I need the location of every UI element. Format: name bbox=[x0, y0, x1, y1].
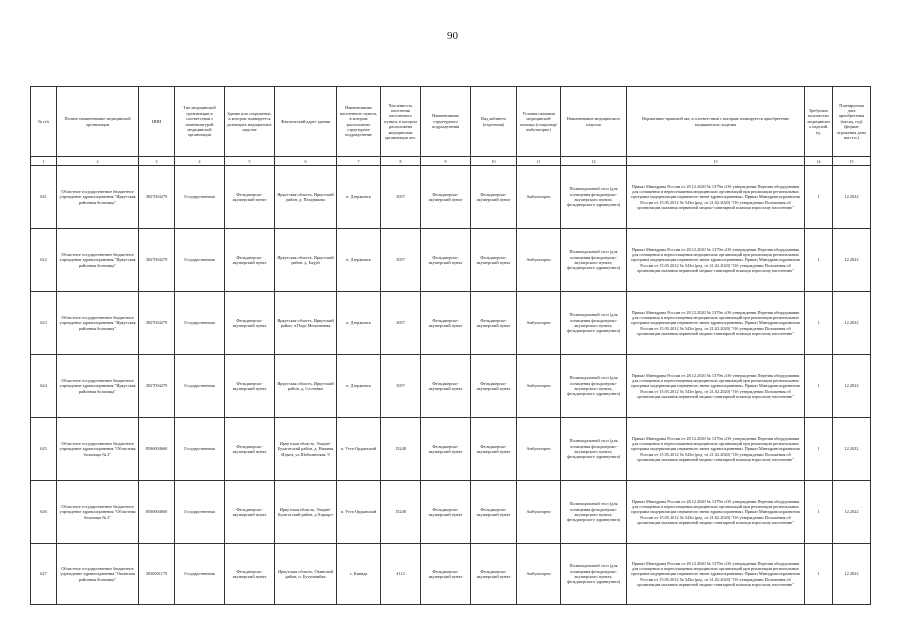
header-cell: Здание или сооружение, в котором планируется размещать медицинское изделие bbox=[225, 87, 275, 157]
column-number: 11 bbox=[517, 157, 561, 166]
column-number: 15 bbox=[833, 157, 871, 166]
header-cell: ИНН bbox=[139, 87, 175, 157]
division: Фельдшерско-акушерский пункт bbox=[421, 355, 471, 418]
population: 3057 bbox=[381, 166, 421, 229]
org-name: Областное государственное бюджетное учреждение здравоохранения "Иркутская районная больница" bbox=[57, 166, 139, 229]
address: Иркутская область, Эхирит-Булагатский район, д.Харацут bbox=[275, 481, 337, 544]
column-number: 9 bbox=[421, 157, 471, 166]
cabinet: Фельдшерско-акушерский пункт bbox=[471, 544, 517, 605]
inn: 3827004279 bbox=[139, 229, 175, 292]
building: Фельдшерско-акушерский пункт bbox=[225, 166, 275, 229]
locality: п. Дзержинск bbox=[337, 229, 381, 292]
planned-date: 12.2022 bbox=[833, 544, 871, 605]
org-type: Государственная bbox=[175, 229, 225, 292]
header-cell: Наименование медицинского изделия bbox=[561, 87, 627, 157]
row-number: 624 bbox=[31, 355, 57, 418]
column-number: 10 bbox=[471, 157, 517, 166]
row-number: 621 bbox=[31, 166, 57, 229]
page-number: 90 bbox=[447, 30, 458, 42]
org-name: Областное государственное бюджетное учреждение здравоохранения "Иркутская районная больница" bbox=[57, 292, 139, 355]
row-number: 626 bbox=[31, 481, 57, 544]
division: Фельдшерско-акушерский пункт bbox=[421, 229, 471, 292]
column-number: 2 bbox=[57, 157, 139, 166]
conditions: Амбулаторно bbox=[517, 418, 561, 481]
planned-date: 12.2022 bbox=[833, 481, 871, 544]
cabinet: Фельдшерско-акушерский пункт bbox=[471, 418, 517, 481]
quantity: 1 bbox=[805, 229, 833, 292]
column-number: 3 bbox=[139, 157, 175, 166]
locality: п. Дзержинск bbox=[337, 355, 381, 418]
legal-act: Приказ Минздрава России от 28.12.2020 № 1379н «Об утверждении Перечня оборудования для оснащения и переоснащения медицинских организаций при реализации региональных программ модернизации первичного звена здравоохранения» Приказ Минздравсоцразвития России от 15.05.2012 № 543н (ред. от 21.02.2020) "Об утверждении Положения об организации оказания первичной медико-санитарной помощи взрослому населению" bbox=[627, 229, 805, 292]
locality: п. Дзержинск bbox=[337, 166, 381, 229]
cabinet: Фельдшерско-акушерский пункт bbox=[471, 229, 517, 292]
header-cell: Вид кабинета (отделения) bbox=[471, 87, 517, 157]
header-cell: № п/п bbox=[31, 87, 57, 157]
conditions: Амбулаторно bbox=[517, 355, 561, 418]
quantity: 1 bbox=[805, 355, 833, 418]
locality: с. Киянда bbox=[337, 544, 381, 605]
quantity: 1 bbox=[805, 481, 833, 544]
org-type: Государственная bbox=[175, 544, 225, 605]
legal-act: Приказ Минздрава России от 28.12.2020 № 1379н «Об утверждении Перечня оборудования для оснащения и переоснащения медицинских организаций при реализации региональных программ модернизации первичного звена здравоохранения» Приказ Минздравсоцразвития России от 15.05.2012 № 543н (ред. от 21.02.2020) "Об утверждении Положения об организации оказания первичной медико-санитарной помощи взрослому населению" bbox=[627, 481, 805, 544]
population: 3057 bbox=[381, 292, 421, 355]
header-cell: Наименование населенного пункта, в котором расположено структурное подразделение bbox=[337, 87, 381, 157]
org-type: Государственная bbox=[175, 418, 225, 481]
legal-act: Приказ Минздрава России от 28.12.2020 № 1379н «Об утверждении Перечня оборудования для оснащения и переоснащения медицинских организаций при реализации региональных программ модернизации первичного звена здравоохранения» Приказ Минздравсоцразвития России от 15.05.2012 № 543н (ред. от 21.02.2020) "Об утверждении Положения об организации оказания первичной медико-санитарной помощи взрослому населению" bbox=[627, 166, 805, 229]
org-type: Государственная bbox=[175, 292, 225, 355]
population: 3057 bbox=[381, 229, 421, 292]
table-row bbox=[31, 355, 871, 418]
quantity: 1 bbox=[805, 166, 833, 229]
row-number: 622 bbox=[31, 229, 57, 292]
building: Фельдшерско-акушерский пункт bbox=[225, 229, 275, 292]
conditions: Амбулаторно bbox=[517, 166, 561, 229]
cabinet: Фельдшерско-акушерский пункт bbox=[471, 481, 517, 544]
column-number: 14 bbox=[805, 157, 833, 166]
table-row bbox=[31, 292, 871, 355]
device: Полимодальный стол (для оснащения фельдшерско-акушерского пункта, фельдшерского здравпункта) bbox=[561, 292, 627, 355]
inn: 3830001179 bbox=[139, 544, 175, 605]
header-cell: Нормативно-правовой акт, в соответствии с которым планируется приобретение медицинского изделия bbox=[627, 87, 805, 157]
cabinet: Фельдшерско-акушерский пункт bbox=[471, 292, 517, 355]
row-number: 623 bbox=[31, 292, 57, 355]
quantity: 1 bbox=[805, 418, 833, 481]
header-cell: Условия оказания медицинской помощи (стационар/амбулаторно) bbox=[517, 87, 561, 157]
column-number: 6 bbox=[275, 157, 337, 166]
table-row bbox=[31, 481, 871, 544]
address: Иркутская область, Иркутский район, п.Пади Мельничная bbox=[275, 292, 337, 355]
planned-date: 12.2022 bbox=[833, 418, 871, 481]
header-cell: Наименование структурного подразделения bbox=[421, 87, 471, 157]
org-name: Областное государственное бюджетное учреждение здравоохранения "Областная больница № 2" bbox=[57, 481, 139, 544]
inn: 8506004660 bbox=[139, 418, 175, 481]
building: Фельдшерско-акушерский пункт bbox=[225, 481, 275, 544]
legal-act: Приказ Минздрава России от 28.12.2020 № 1379н «Об утверждении Перечня оборудования для оснащения и переоснащения медицинских организаций при реализации региональных программ модернизации первичного звена здравоохранения» Приказ Минздравсоцразвития России от 15.05.2012 № 543н (ред. от 21.02.2020) "Об утверждении Положения об организации оказания первичной медико-санитарной помощи взрослому населению" bbox=[627, 355, 805, 418]
planned-date: 12.2022 bbox=[833, 166, 871, 229]
quantity: 1 bbox=[805, 544, 833, 605]
population: 15248 bbox=[381, 418, 421, 481]
population: 4112 bbox=[381, 544, 421, 605]
row-number: 627 bbox=[31, 544, 57, 605]
device: Полимодальный стол (для оснащения фельдшерско-акушерского пункта, фельдшерского здравпункта) bbox=[561, 166, 627, 229]
org-name: Областное государственное бюджетное учреждение здравоохранения "Областная больница № 2" bbox=[57, 418, 139, 481]
population: 15248 bbox=[381, 481, 421, 544]
address: Иркутская область, Иркутский район, д. Позднякова bbox=[275, 166, 337, 229]
header-cell: Фактический адрес здания bbox=[275, 87, 337, 157]
conditions: Амбулаторно bbox=[517, 292, 561, 355]
column-number: 4 bbox=[175, 157, 225, 166]
division: Фельдшерско-акушерский пункт bbox=[421, 292, 471, 355]
building: Фельдшерско-акушерский пункт bbox=[225, 418, 275, 481]
division: Фельдшерско-акушерский пункт bbox=[421, 481, 471, 544]
cabinet: Фельдшерско-акушерский пункт bbox=[471, 355, 517, 418]
equipment-table bbox=[30, 86, 871, 605]
org-type: Государственная bbox=[175, 355, 225, 418]
legal-act: Приказ Минздрава России от 28.12.2020 № 1379н «Об утверждении Перечня оборудования для оснащения и переоснащения медицинских организаций при реализации региональных программ модернизации первичного звена здравоохранения» Приказ Минздравсоцразвития России от 15.05.2012 № 543н (ред. от 21.02.2020) "Об утверждении Положения об организации оказания первичной медико-санитарной помощи взрослому населению" bbox=[627, 292, 805, 355]
column-number: 7 bbox=[337, 157, 381, 166]
org-name: Областное государственное бюджетное учреждение здравоохранения "Окинская районная больница" bbox=[57, 544, 139, 605]
conditions: Амбулаторно bbox=[517, 229, 561, 292]
cabinet: Фельдшерско-акушерский пункт bbox=[471, 166, 517, 229]
table-row bbox=[31, 229, 871, 292]
planned-date: 12.2022 bbox=[833, 292, 871, 355]
column-number: 13 bbox=[627, 157, 805, 166]
table-row bbox=[31, 418, 871, 481]
table-row bbox=[31, 544, 871, 605]
column-number: 8 bbox=[381, 157, 421, 166]
quantity: 1 bbox=[805, 292, 833, 355]
inn: 3827004279 bbox=[139, 166, 175, 229]
address: Иркутская область, Окинский район, п. Бутуншийка bbox=[275, 544, 337, 605]
conditions: Амбулаторно bbox=[517, 544, 561, 605]
planned-date: 12.2022 bbox=[833, 229, 871, 292]
locality: п. Дзержинск bbox=[337, 292, 381, 355]
device: Полимодальный стол (для оснащения фельдшерско-акушерского пункта, фельдшерского здравпункта) bbox=[561, 229, 627, 292]
row-number: 625 bbox=[31, 418, 57, 481]
building: Фельдшерско-акушерский пункт bbox=[225, 544, 275, 605]
device: Полимодальный стол (для оснащения фельдшерско-акушерского пункта, фельдшерского здравпункта) bbox=[561, 544, 627, 605]
division: Фельдшерско-акушерский пункт bbox=[421, 544, 471, 605]
org-type: Государственная bbox=[175, 166, 225, 229]
device: Полимодальный стол (для оснащения фельдшерско-акушерского пункта, фельдшерского здравпункта) bbox=[561, 481, 627, 544]
org-name: Областное государственное бюджетное учреждение здравоохранения "Иркутская районная больница" bbox=[57, 229, 139, 292]
building: Фельдшерско-акушерский пункт bbox=[225, 292, 275, 355]
header-cell: Тип медицинской организации в соответствии с номенклатурой медицинской организации bbox=[175, 87, 225, 157]
header-cell: Численность населения населенного пункта, в котором расположена медицинская организация чел. bbox=[381, 87, 421, 157]
building: Фельдшерско-акушерский пункт bbox=[225, 355, 275, 418]
legal-act: Приказ Минздрава России от 28.12.2020 № 1379н «Об утверждении Перечня оборудования для оснащения и переоснащения медицинских организаций при реализации региональных программ модернизации первичного звена здравоохранения» Приказ Минздравсоцразвития России от 15.05.2012 № 543н (ред. от 21.02.2020) "Об утверждении Положения об организации оказания первичной медико-санитарной помощи взрослому населению" bbox=[627, 544, 805, 605]
division: Фельдшерско-акушерский пункт bbox=[421, 418, 471, 481]
division: Фельдшерско-акушерский пункт bbox=[421, 166, 471, 229]
address: Иркутская область, Эхирит-Булагатский район, д. Нижняя Идыга, ул.Шабалинская, 9 bbox=[275, 418, 337, 481]
table-row bbox=[31, 166, 871, 229]
column-number: 12 bbox=[561, 157, 627, 166]
column-number-row bbox=[31, 157, 871, 166]
header-cell: Требуемое количество медицинских изделий, ед. bbox=[805, 87, 833, 157]
header-cell: Планируемая дата приобретения (месяц, год) (формат отражения даты мм.гггг.) bbox=[833, 87, 871, 157]
inn: 3827004279 bbox=[139, 292, 175, 355]
planned-date: 12.2022 bbox=[833, 355, 871, 418]
device: Полимодальный стол (для оснащения фельдшерско-акушерского пункта, фельдшерского здравпункта) bbox=[561, 355, 627, 418]
header-cell: Полное наименование медицинской организации bbox=[57, 87, 139, 157]
table-header-row bbox=[31, 87, 871, 157]
address: Иркутская область, Иркутский район, д. Бадуй bbox=[275, 229, 337, 292]
locality: п. Усть-Ордынский bbox=[337, 481, 381, 544]
org-type: Государственная bbox=[175, 481, 225, 544]
inn: 8506004660 bbox=[139, 481, 175, 544]
address: Иркутская область, Иркутский район, д. Сосновка bbox=[275, 355, 337, 418]
population: 3057 bbox=[381, 355, 421, 418]
column-number: 1 bbox=[31, 157, 57, 166]
org-name: Областное государственное бюджетное учреждение здравоохранения "Иркутская районная больница" bbox=[57, 355, 139, 418]
conditions: Амбулаторно bbox=[517, 481, 561, 544]
device: Полимодальный стол (для оснащения фельдшерско-акушерского пункта, фельдшерского здравпункта) bbox=[561, 418, 627, 481]
inn: 3827004279 bbox=[139, 355, 175, 418]
legal-act: Приказ Минздрава России от 28.12.2020 № 1379н «Об утверждении Перечня оборудования для оснащения и переоснащения медицинских организаций при реализации региональных программ модернизации первичного звена здравоохранения» Приказ Минздравсоцразвития России от 15.05.2012 № 543н (ред. от 21.02.2020) "Об утверждении Положения об организации оказания первичной медико-санитарной помощи взрослому населению" bbox=[627, 418, 805, 481]
locality: п. Усть-Ордынский bbox=[337, 418, 381, 481]
column-number: 5 bbox=[225, 157, 275, 166]
